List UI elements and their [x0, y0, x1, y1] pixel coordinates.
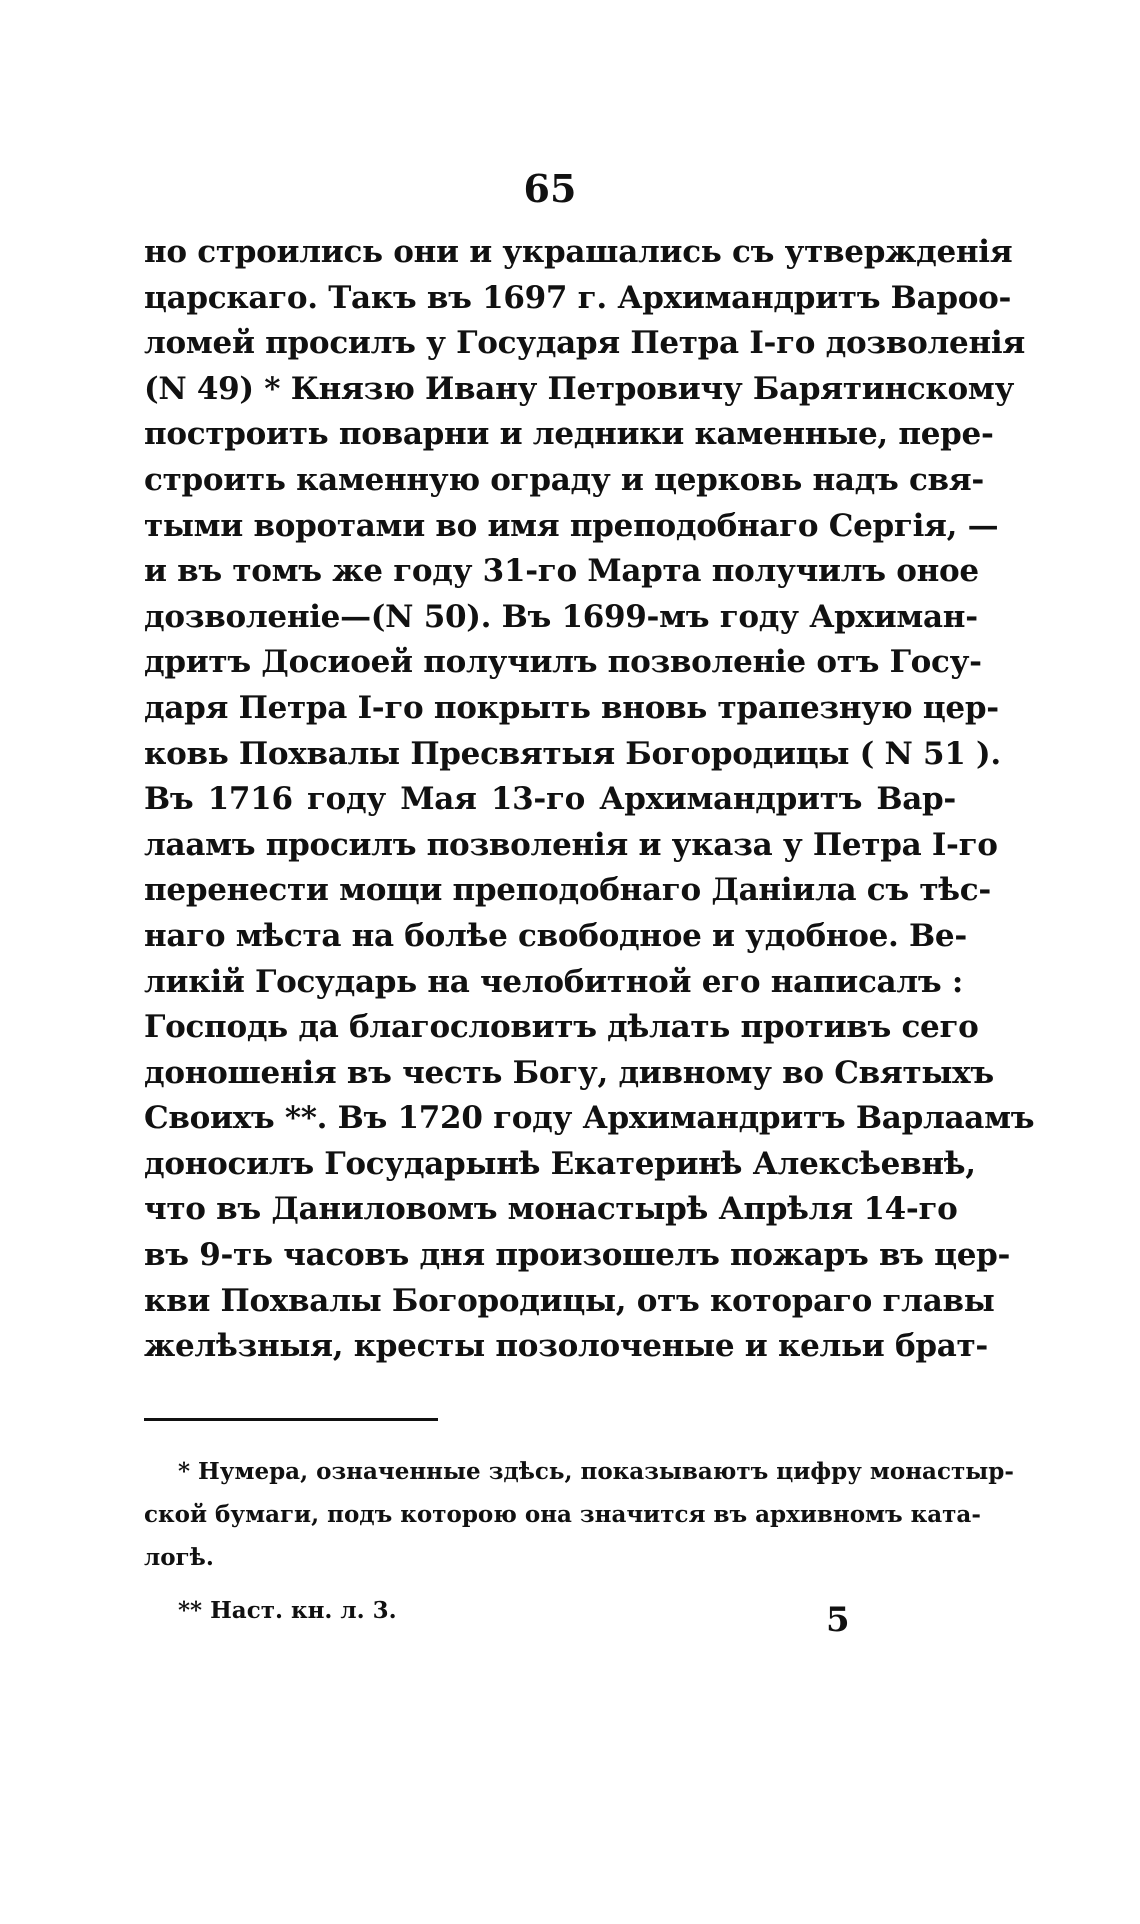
text-line: Своихъ **. Въ 1720 году Архимандритъ Варлаамъ: [144, 1100, 1035, 1137]
text-line: построить поварни и ледники каменные, пере-: [144, 416, 994, 453]
text-line: наго мѣста на болѣе свободное и удобное. Ве-: [144, 917, 967, 954]
text-line: перенести мощи преподобнаго Даніила съ тѣс-: [144, 872, 991, 909]
text-line: Въ 1716 году Мая 13-го Архимандритъ Вар-: [144, 781, 956, 818]
text-line: (N 49) * Князю Ивану Петровичу Барятинскому: [144, 370, 1015, 407]
signature-mark: 5: [826, 1600, 850, 1640]
text-line: Господь да благословитъ дѣлать противъ сего: [144, 1009, 979, 1046]
footnote-1-line: * Нумера, означенные здѣсь, показываютъ цифру монастыр-: [178, 1458, 1014, 1485]
text-line: что въ Даниловомъ монастырѣ Апрѣля 14-го: [144, 1191, 958, 1228]
text-line: и въ томъ же году 31-го Марта получилъ оное: [144, 553, 979, 590]
text-line: ломей просилъ у Государя Петра I-го дозволенія: [144, 325, 1025, 362]
footnote-1-line: логѣ.: [144, 1544, 214, 1571]
body-text: [144, 230, 1035, 1370]
text-line: царскаго. Такъ въ 1697 г. Архимандритъ Вароо-: [144, 279, 1012, 316]
footnote-divider: [144, 1418, 438, 1421]
footnote-2: ** Наст. кн. л. 3.: [178, 1597, 397, 1624]
text-line: ковь Похвалы Пресвятыя Богородицы ( N 51 ).: [144, 735, 1001, 772]
text-line: дозволеніе—(N 50). Въ 1699-мъ году Архиман-: [144, 598, 978, 635]
text-line: даря Петра I-го покрыть вновь трапезную цер-: [144, 689, 999, 726]
text-line: кви Похвалы Богородицы, отъ котораго главы: [144, 1282, 995, 1319]
text-line: ликій Государь на челобитной его написалъ :: [144, 963, 963, 1000]
text-line: дритъ Досиоей получилъ позволеніе отъ Госу-: [144, 644, 982, 681]
footnote-1-line: ской бумаги, подъ которою она значится въ архивномъ ката-: [144, 1501, 981, 1528]
text-line: тыми воротами во имя преподобнаго Сергія, —: [144, 507, 999, 544]
text-line: въ 9-ть часовъ дня произошелъ пожаръ въ цер-: [144, 1237, 1011, 1274]
text-line: желѣзныя, кресты позолоченые и кельи брат-: [144, 1328, 989, 1365]
text-line: доносилъ Государынѣ Екатеринѣ Алексѣевнѣ,: [144, 1145, 976, 1182]
text-line: строить каменную ограду и церковь надъ свя-: [144, 461, 984, 498]
text-line: доношенія въ честь Богу, дивному во Святыхъ: [144, 1054, 994, 1091]
text-line: лаамъ просилъ позволенія и указа у Петра I-го: [144, 826, 998, 863]
page-number: 65: [523, 166, 577, 211]
text-line: но строились они и украшались съ утвержденія: [144, 234, 1013, 270]
